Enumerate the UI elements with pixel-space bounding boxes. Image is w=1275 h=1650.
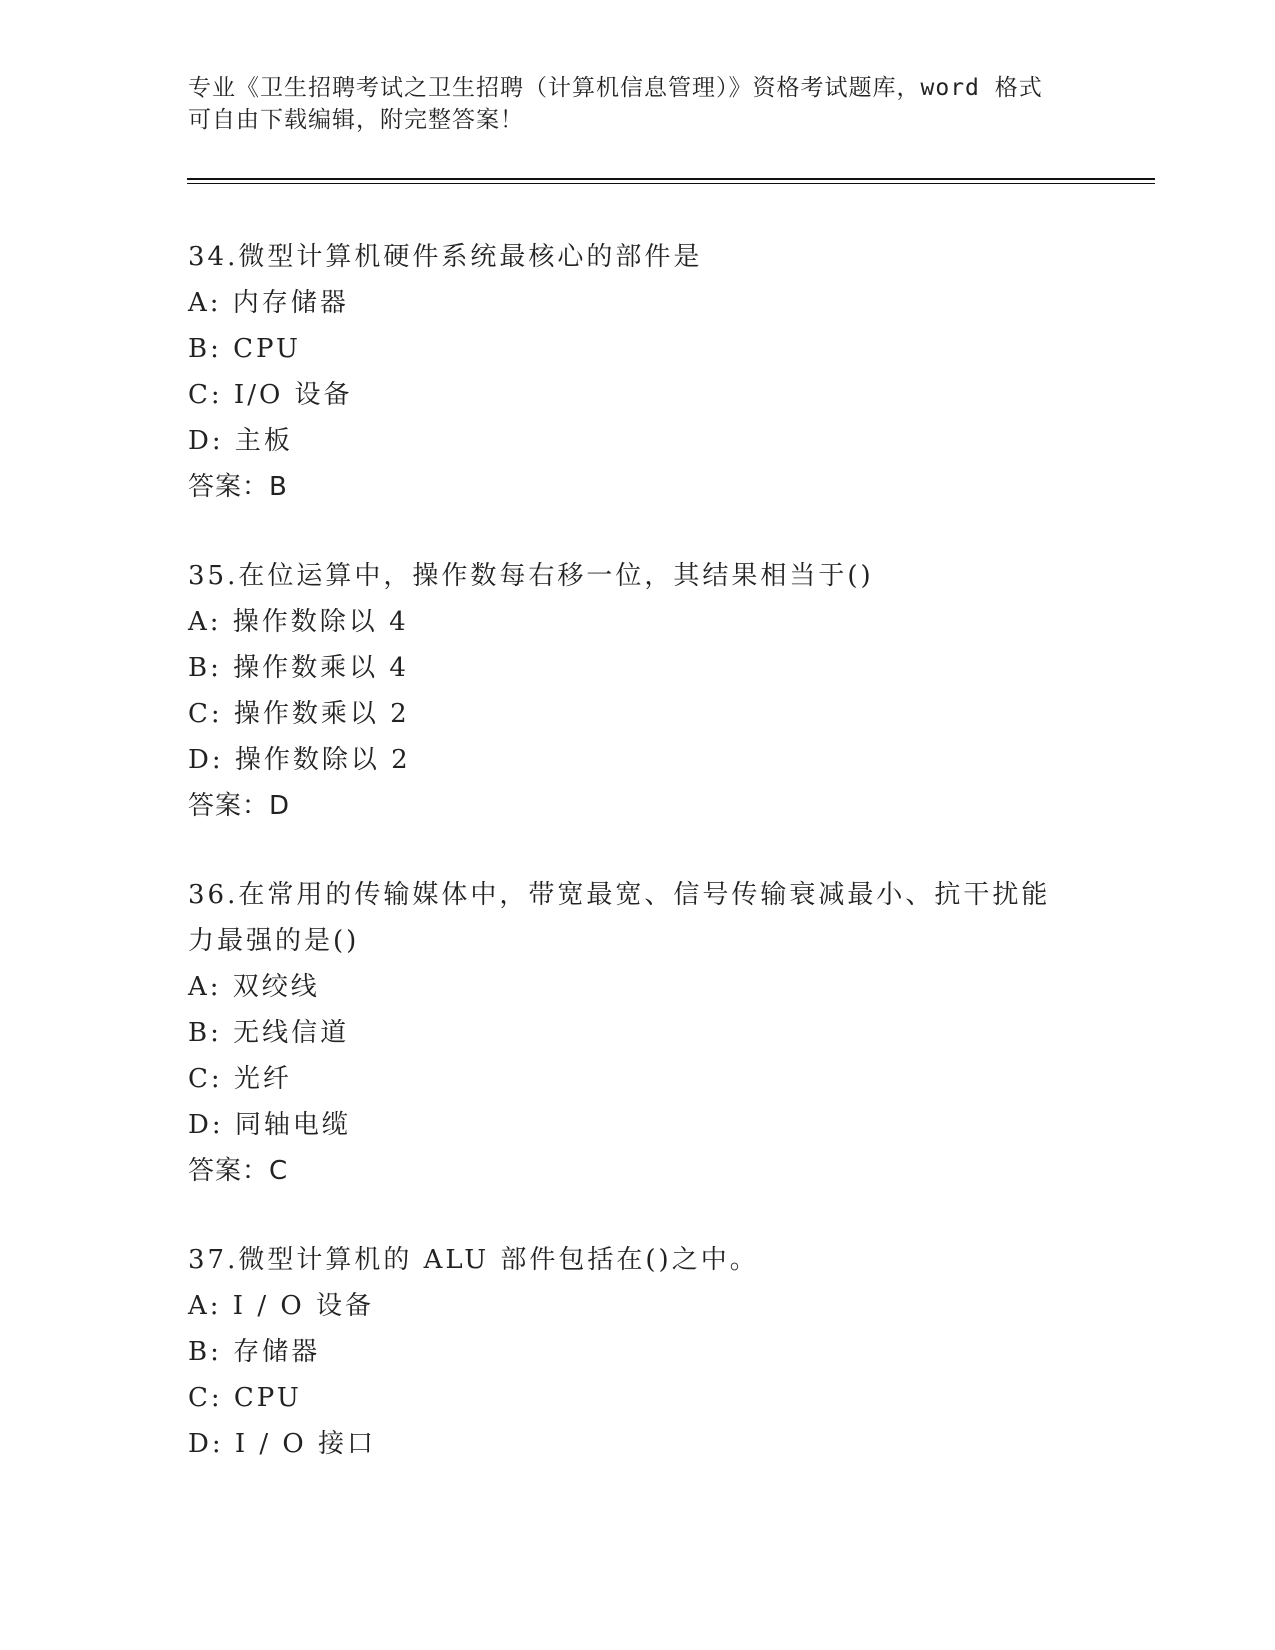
option-c: C: 操作数乘以 2 (188, 699, 410, 729)
question-text: 37.微型计算机的 ALU 部件包括在()之中。 (188, 1245, 759, 1275)
question-text: 36.在常用的传输媒体中，带宽最宽、信号传输衰减最小、抗干扰能力最强的是() (188, 880, 1051, 956)
option-c: C: CPU (188, 1383, 302, 1413)
answer-label: 答案：B (188, 472, 288, 502)
question-text: 35.在位运算中，操作数每右移一位，其结果相当于() (188, 561, 874, 591)
option-d: D: I / O 接口 (188, 1429, 377, 1459)
question-35 (188, 553, 1088, 829)
option-a: A: I / O 设备 (188, 1291, 374, 1321)
option-b: B: 存储器 (188, 1337, 321, 1367)
option-a: A: 内存储器 (188, 288, 349, 318)
answer-label: 答案：D (188, 791, 291, 821)
document-header (188, 72, 1068, 136)
header-line-2: 可自由下载编辑，附完整答案！ (188, 107, 524, 133)
option-b: B: 无线信道 (188, 1018, 350, 1048)
header-divider-thin (187, 183, 1155, 184)
option-d: D: 主板 (188, 426, 293, 456)
header-line-1: 专业《卫生招聘考试之卫生招聘（计算机信息管理）》资格考试题库，word 格式 (188, 75, 1043, 101)
option-d: D: 同轴电缆 (188, 1110, 351, 1140)
option-c: C: I/O 设备 (188, 380, 353, 410)
option-d: D: 操作数除以 2 (188, 745, 411, 775)
answer-label: 答案：C (188, 1156, 289, 1186)
header-divider-thick (187, 178, 1155, 180)
question-34 (188, 234, 1088, 510)
question-text: 34.微型计算机硬件系统最核心的部件是 (188, 242, 703, 272)
option-b: B: CPU (188, 334, 301, 364)
option-c: C: 光纤 (188, 1064, 292, 1094)
question-37 (188, 1237, 1088, 1467)
option-a: A: 操作数除以 4 (188, 607, 409, 637)
option-a: A: 双绞线 (188, 972, 320, 1002)
option-b: B: 操作数乘以 4 (188, 653, 409, 683)
question-36 (188, 872, 1088, 1194)
